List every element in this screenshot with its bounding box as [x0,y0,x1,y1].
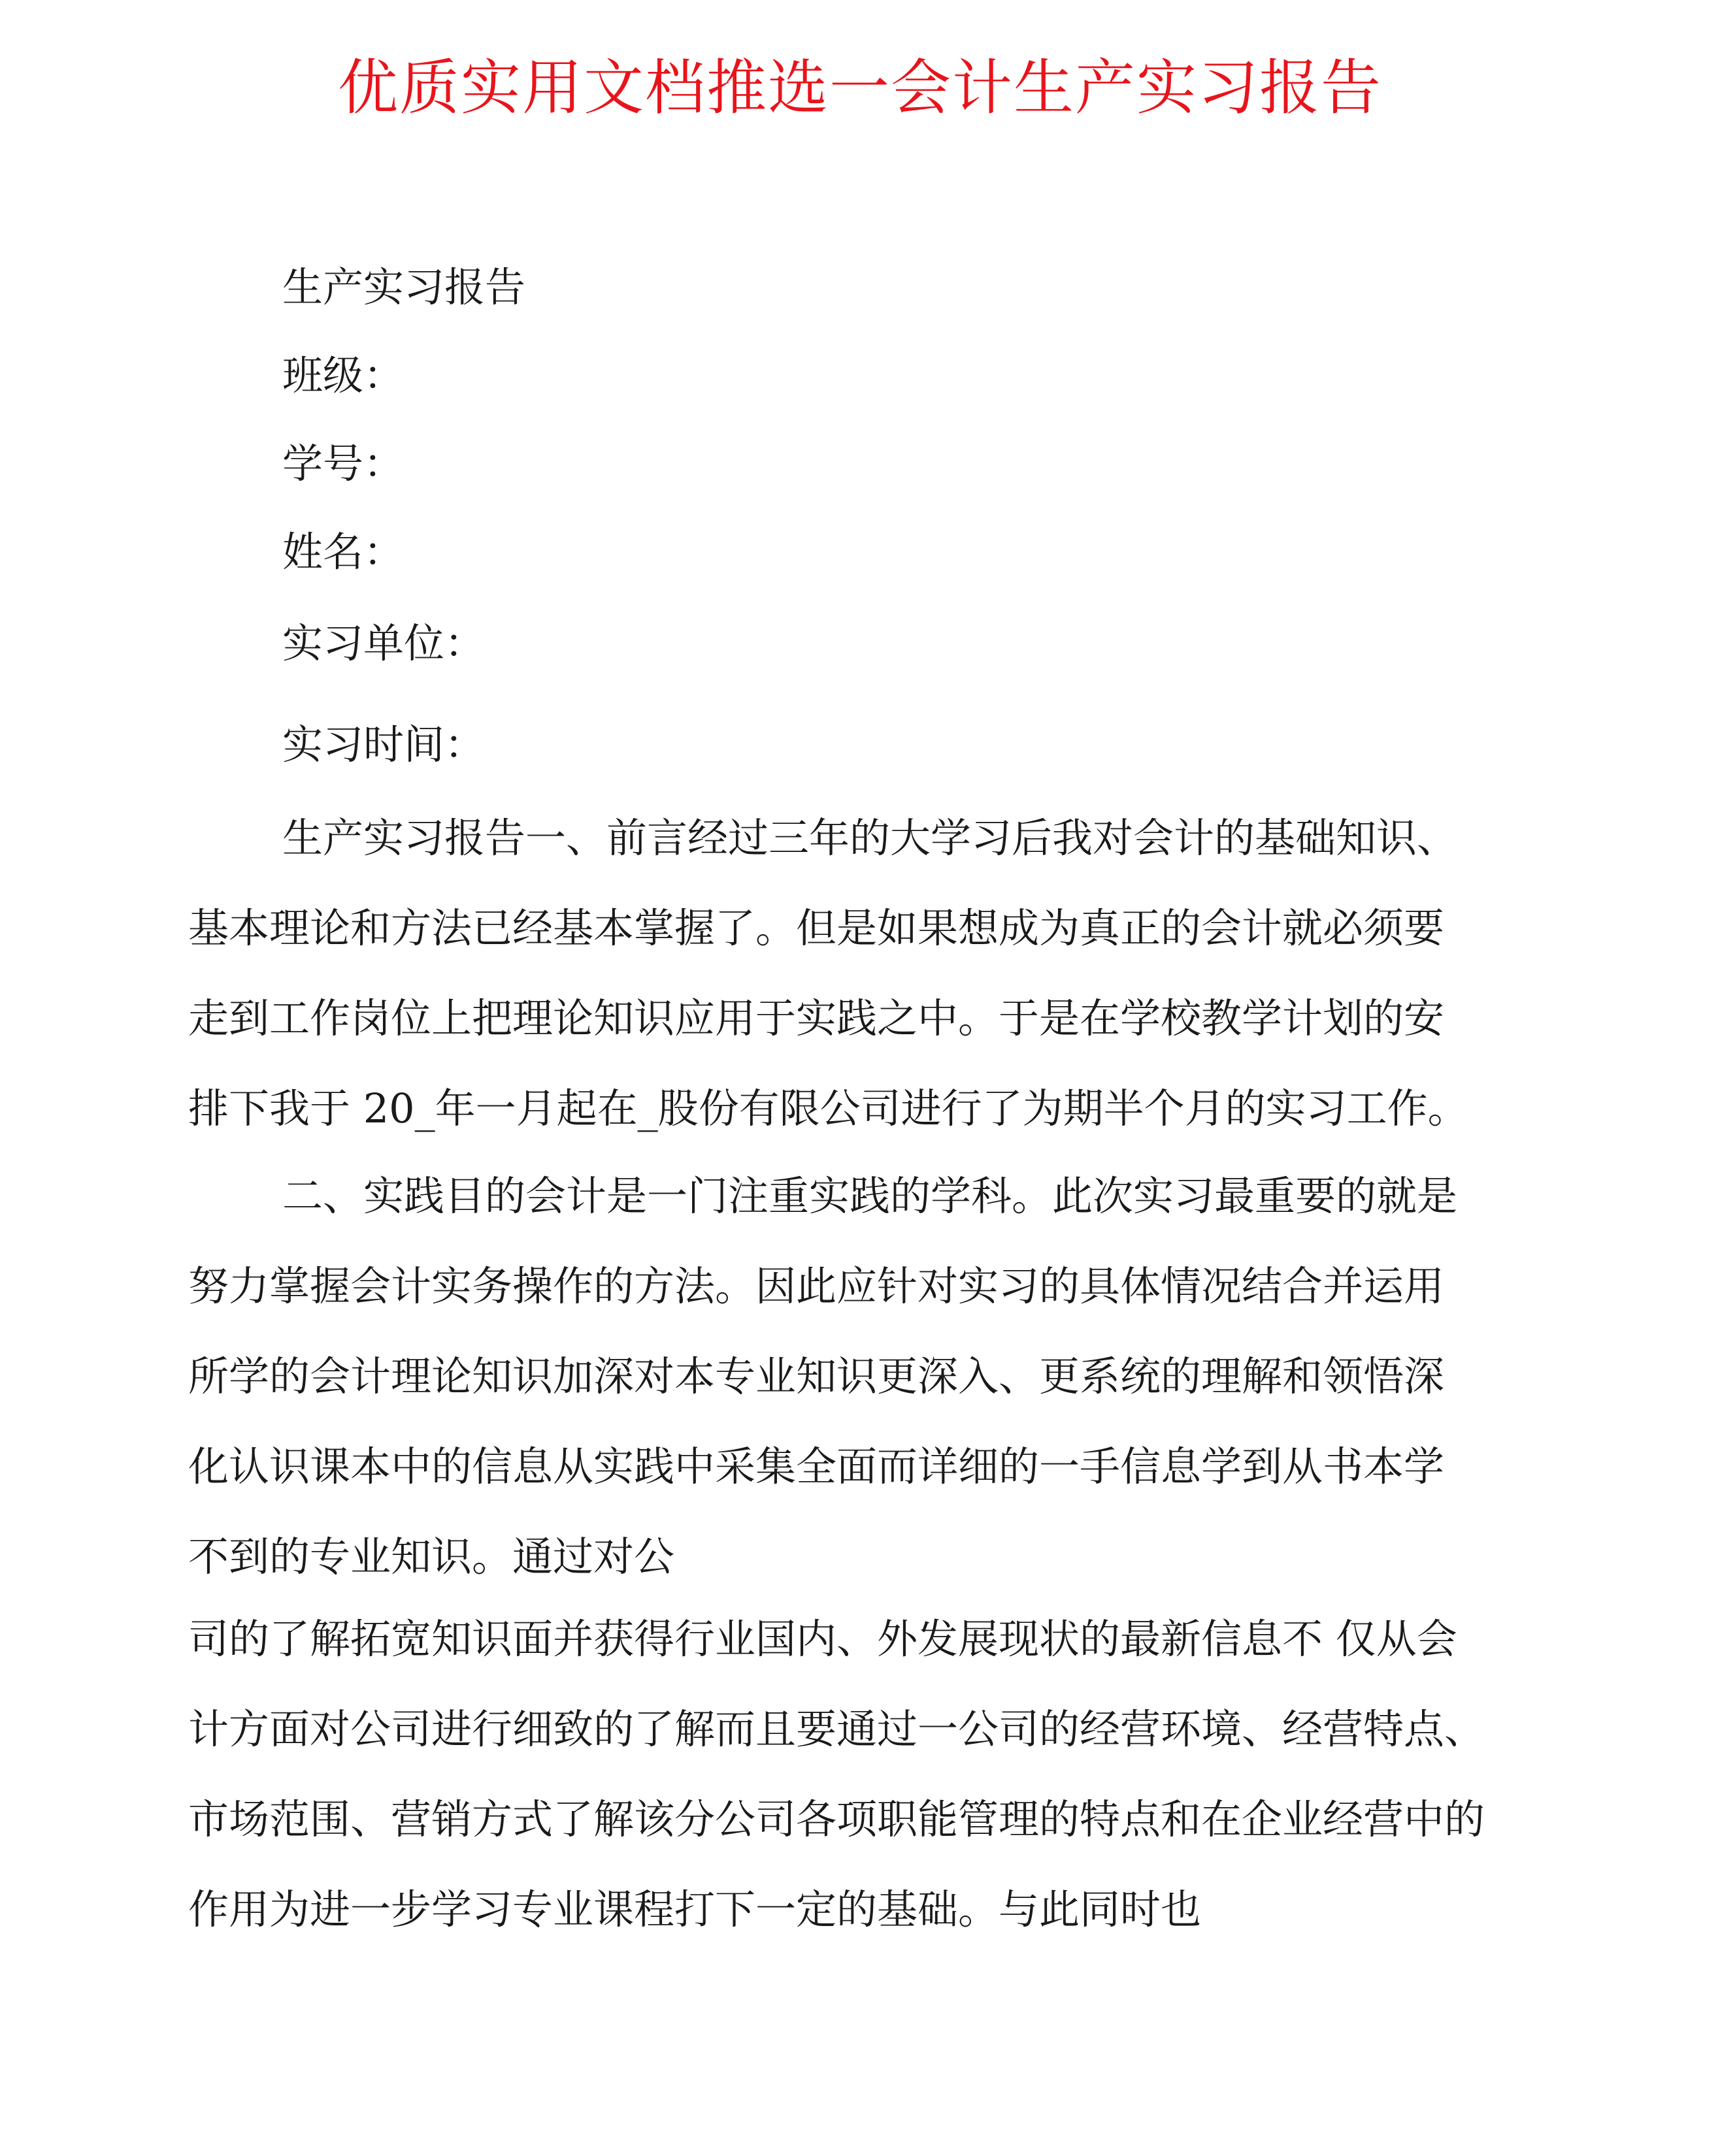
paragraph-continued [188,1594,1534,1955]
paragraph-line: 所学的会计理论知识加深对本专业知识更深入、更系统的理解和领悟深 [188,1352,1445,1400]
paragraph-line: 二、实践目的会计是一门注重实践的学科。此次实习最重要的就是 [282,1172,1458,1220]
paragraph-line: 不到的专业知识。通过对公 [188,1533,675,1580]
paragraph-purpose [188,1151,1534,1602]
paragraph-line: 排下我于 20_年一月起在_股份有限公司进行了为期半个月的实习工作。 [188,1085,1468,1132]
paragraph-line: 作用为进一步学习专业课程打下一定的基础。与此同时也 [188,1886,1202,1933]
paragraph-line: 化认识课本中的信息从实践中采集全面而详细的一手信息学到从书本学 [188,1443,1445,1490]
paragraph-line: 走到工作岗位上把理论知识应用于实践之中。于是在学校教学计划的安 [188,994,1445,1042]
name-field-label: 姓名： [282,528,405,576]
paragraph-preface [188,793,1534,1154]
internship-time-field-label: 实习时间： [282,721,486,768]
paragraph-line: 生产实习报告一、前言经过三年的大学习后我对会计的基础知识、 [282,814,1458,862]
paragraph-line: 市场范围、营销方式了解该分公司各项职能管理的特点和在企业经营中的 [188,1795,1485,1843]
class-field-label: 班级： [282,351,405,399]
paragraph-line: 计方面对公司进行细致的了解而且要通过一公司的经营环境、经营特点、 [188,1705,1485,1753]
report-heading: 生产实习报告 [282,263,526,311]
paragraph-line: 司的了解拓宽知识面并获得行业国内、外发展现状的最新信息不 仅从会 [188,1615,1457,1663]
internship-unit-field-label: 实习单位： [282,619,486,667]
paragraph-line: 基本理论和方法已经基本掌握了。但是如果想成为真正的会计就必须要 [188,904,1445,952]
student-id-field-label: 学号： [282,440,405,487]
paragraph-line: 努力掌握会计实务操作的方法。因此应针对实习的具体情况结合并运用 [188,1262,1445,1310]
document-title: 优质实用文档推选一会计生产实习报告 [337,53,1382,123]
